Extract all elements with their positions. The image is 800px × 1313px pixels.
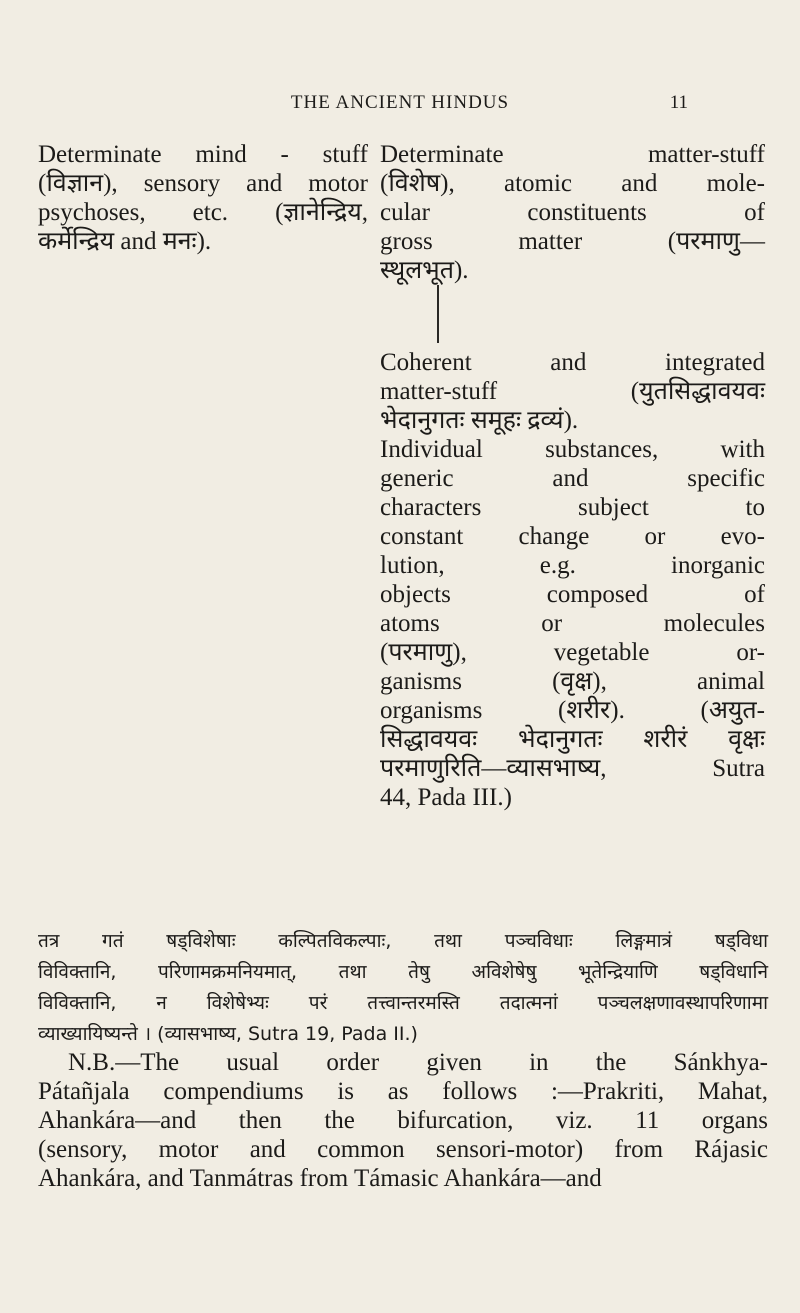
text-line: सिद्धावयवः भेदानुगतः शरीरं वृक्षः [380,726,765,753]
text-line: Ahankára, and Tanmátras from Támasic Ahankára—and [38,1165,602,1192]
text-line: तत्र गतं षड्विशेषाः कल्पितविकल्पाः, तथा पञ्चविधाः लिङ्गमात्रं षड्विधा [38,930,768,952]
text-line: 44, Pada III.) [380,784,512,811]
text-line: व्याख्यायिष्यन्ते । (व्यासभाष्य, Sutra 19, Pada II.) [38,1023,418,1045]
running-header [0,92,800,122]
right-column-matter-stuff [380,140,765,285]
text-line: generic and specific [380,465,765,492]
text-line: matter-stuff (युतसिद्धावयवः [380,378,765,405]
text-line: (परमाणु), vegetable or- [380,639,765,666]
text-line: स्थूलभूत). [380,257,469,284]
connector-line [437,285,439,343]
nota-bene-paragraph [38,1048,768,1193]
text-line: परमाणुरिति—व्यासभाष्य, Sutra [380,755,765,782]
text-line: characters subject to [380,494,765,521]
text-line: भेदानुगतः समूहः द्रव्यं). [380,407,579,434]
text-line: (विशेष), atomic and mole- [380,170,765,197]
text-line: Determinate mind - stuff [38,141,368,168]
text-line: Coherent and integrated [380,349,765,376]
running-title: THE ANCIENT HINDUS [290,92,510,113]
text-line: विविक्तानि, न विशेषेभ्यः परं तत्त्वान्तरमस्ति तदात्मनां पञ्चलक्षणावस्थापरिणामा [38,992,768,1014]
text-line: psychoses, etc. (ज्ञानेन्द्रिय, [38,199,368,226]
text-line: ganisms (वृक्ष), animal [380,668,765,695]
text-line: Individual substances, with [380,436,765,463]
text-line: lution, e.g. inorganic [380,552,765,579]
coherent-matter-block [380,348,765,812]
text-line: objects composed of [380,581,765,608]
text-line: Determinate matter-stuff [380,141,765,168]
text-line: organisms (शरीर). (अयुत- [380,697,765,724]
page-number: 11 [669,92,688,113]
text-line: Pátañjala compendiums is as follows :—Prakriti, Mahat, [38,1078,768,1105]
text-line: constant change or evo- [380,523,765,550]
text-line: Ahankára—and then the bifurcation, viz. 11 organs [38,1107,768,1134]
text-line: atoms or molecules [380,610,765,637]
text-line: gross matter (परमाणु— [380,228,765,255]
sanskrit-quotation [38,926,768,1050]
text-line: N.B.—The usual order given in the Sánkhya- [68,1049,768,1076]
left-column-mind-stuff [38,140,368,256]
text-line: cular constituents of [380,199,765,226]
text-line: (विज्ञान), sensory and motor [38,170,368,197]
text-line: कर्मेन्द्रिय and मनः). [38,228,212,255]
text-line: (sensory, motor and common sensori-motor) from Rájasic [38,1136,768,1163]
text-line: विविक्तानि, परिणामक्रमनियमात्, तथा तेषु अविशेषेषु भूतेन्द्रियाणि षड्विधानि [38,961,768,983]
